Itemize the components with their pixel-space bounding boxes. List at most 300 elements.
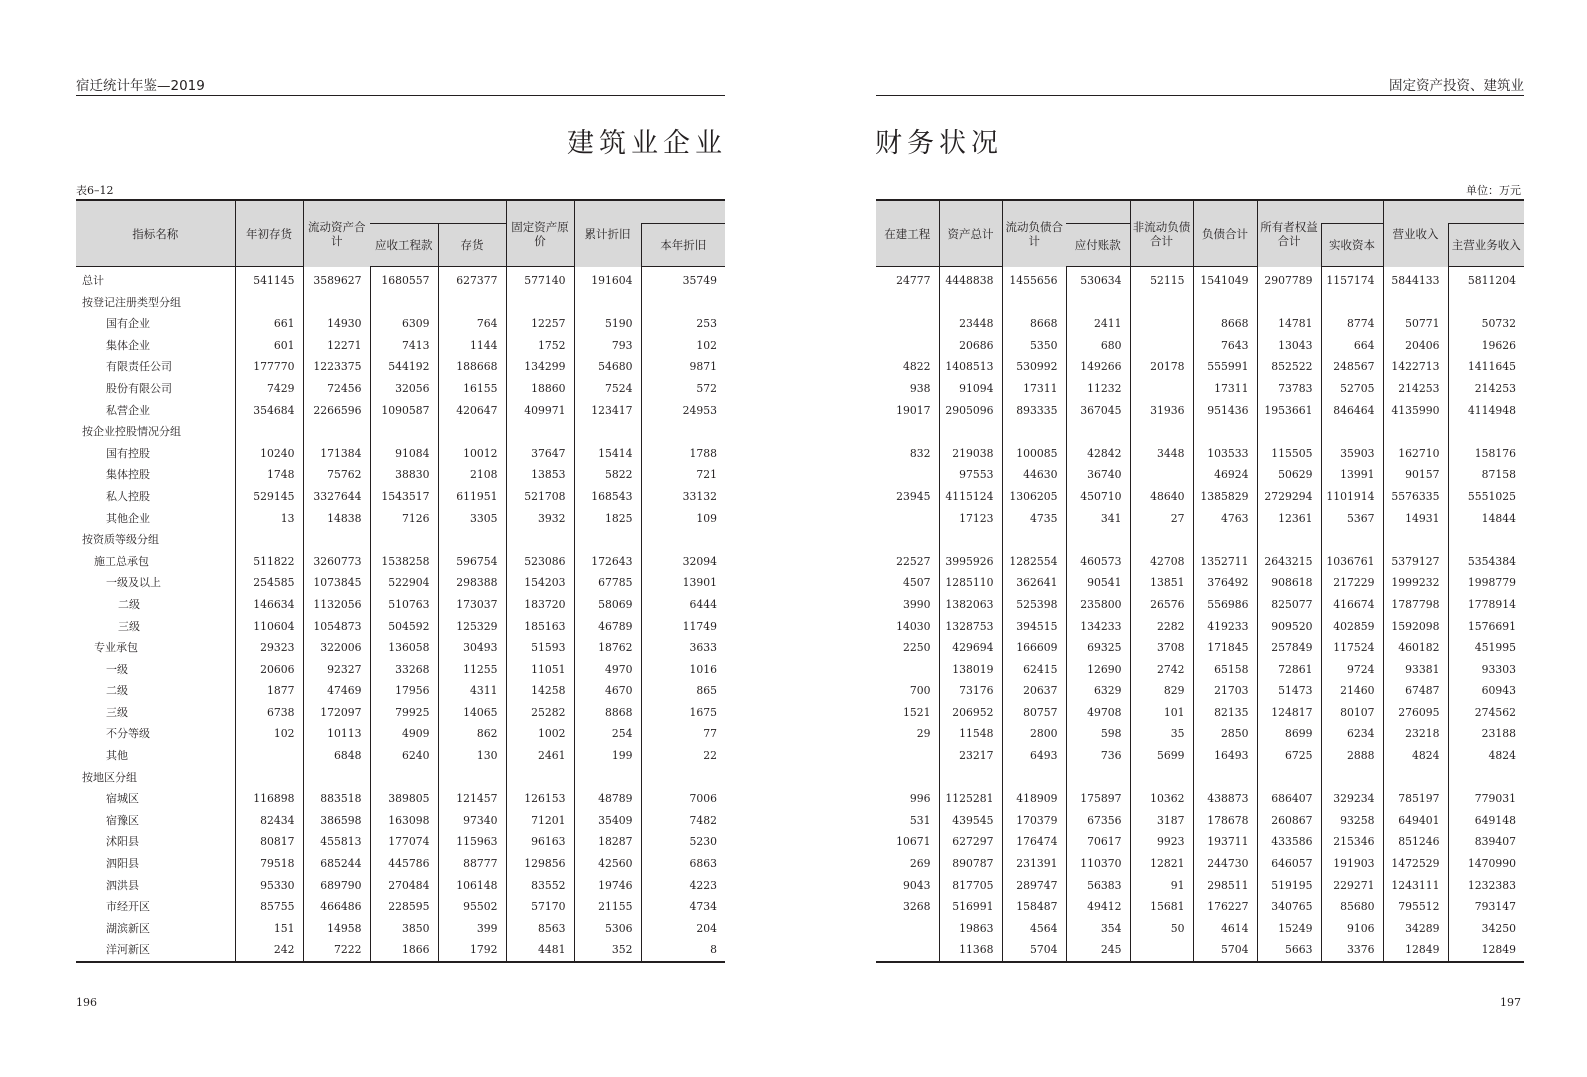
table-cell: 8868	[574, 702, 641, 724]
table-cell: 20606	[235, 659, 303, 681]
table-cell: 4735	[1002, 508, 1066, 530]
table-cell: 4448838	[939, 267, 1002, 292]
table-cell: 35409	[574, 810, 641, 832]
table-cell: 1352711	[1193, 551, 1257, 573]
table-cell: 18762	[574, 637, 641, 659]
table-cell: 80817	[235, 831, 303, 853]
table-cell: 23188	[1448, 723, 1524, 745]
table-cell: 4135990	[1383, 400, 1448, 422]
table-cell: 11368	[939, 939, 1002, 962]
table-cell: 124817	[1257, 702, 1321, 724]
table-cell: 47469	[303, 680, 370, 702]
table-cell: 242	[235, 939, 303, 962]
table-cell: 825077	[1257, 594, 1321, 616]
table-cell	[506, 421, 574, 443]
table-cell: 2643215	[1257, 551, 1321, 573]
table-cell: 1223375	[303, 356, 370, 378]
table-cell: 276095	[1383, 702, 1448, 724]
table-cell: 3327644	[303, 486, 370, 508]
table-row	[876, 810, 1524, 832]
table-cell: 909520	[1257, 616, 1321, 638]
table-cell: 83552	[506, 875, 574, 897]
table-cell: 158176	[1448, 443, 1524, 465]
table-row	[76, 486, 725, 508]
table-cell: 555991	[1193, 356, 1257, 378]
table-cell: 20406	[1383, 335, 1448, 357]
table-cell	[1130, 529, 1193, 551]
table-cell: 270484	[370, 875, 438, 897]
table-cell: 24777	[896, 274, 931, 287]
table-cell: 97553	[939, 464, 1002, 486]
table-cell: 525398	[1002, 594, 1066, 616]
table-cell: 50	[1130, 918, 1193, 940]
table-cell: 2888	[1321, 745, 1383, 767]
header-main-business-revenue: 主营业务收入	[1448, 224, 1524, 267]
table-cell: 29	[916, 727, 931, 741]
table-cell: 1538258	[370, 551, 438, 573]
table-cell: 451995	[1448, 637, 1524, 659]
table-row	[76, 702, 725, 724]
table-row	[76, 421, 725, 443]
table-cell: 54680	[574, 356, 641, 378]
table-cell	[1130, 378, 1193, 400]
table-cell: 4481	[506, 939, 574, 962]
table-cell: 1385829	[1193, 486, 1257, 508]
table-cell: 10240	[235, 443, 303, 465]
table-cell: 3305	[438, 508, 506, 530]
table-cell: 6329	[1066, 680, 1130, 702]
table-cell	[939, 767, 1002, 789]
table-cell: 95502	[438, 896, 506, 918]
table-cell	[1066, 292, 1130, 314]
table-row	[876, 637, 1524, 659]
table-cell: 5811204	[1448, 267, 1524, 292]
row-label: 按资质等级分组	[82, 533, 159, 547]
table-cell: 4223	[641, 875, 725, 897]
table-cell	[939, 292, 1002, 314]
table-cell	[641, 529, 725, 551]
table-row	[76, 443, 725, 465]
table-cell: 166609	[1002, 637, 1066, 659]
table-cell: 4763	[1193, 508, 1257, 530]
table-row	[876, 313, 1524, 335]
table-cell: 5663	[1257, 939, 1321, 962]
table-cell: 577140	[506, 267, 574, 292]
table-cell: 340765	[1257, 896, 1321, 918]
table-cell: 1866	[370, 939, 438, 962]
table-cell: 1788	[641, 443, 725, 465]
table-cell: 79925	[370, 702, 438, 724]
table-row	[876, 267, 1524, 292]
table-cell	[506, 529, 574, 551]
table-row	[76, 594, 725, 616]
table-cell: 6234	[1321, 723, 1383, 745]
row-label: 有限责任公司	[106, 360, 172, 374]
table-cell: 46789	[574, 616, 641, 638]
table-row	[876, 875, 1524, 897]
table-cell	[876, 745, 939, 767]
table-cell: 10671	[896, 835, 931, 849]
table-cell	[1321, 529, 1383, 551]
table-cell: 48789	[574, 788, 641, 810]
table-cell: 88777	[438, 853, 506, 875]
table-cell: 42708	[1130, 551, 1193, 573]
table-cell: 685244	[303, 853, 370, 875]
table-cell: 2411	[1066, 313, 1130, 335]
table-row	[876, 616, 1524, 638]
table-cell: 389805	[370, 788, 438, 810]
table-cell: 24953	[641, 400, 725, 422]
table-cell: 394515	[1002, 616, 1066, 638]
table-cell: 1232383	[1448, 875, 1524, 897]
table-row	[76, 745, 725, 767]
table-cell: 5704	[1002, 939, 1066, 962]
row-label: 集体企业	[106, 338, 150, 352]
table-cell	[1321, 292, 1383, 314]
table-cell: 1285110	[939, 572, 1002, 594]
table-cell: 852522	[1257, 356, 1321, 378]
table-cell	[1448, 421, 1524, 443]
table-cell: 33132	[641, 486, 725, 508]
table-cell: 466486	[303, 896, 370, 918]
table-cell: 23218	[1383, 723, 1448, 745]
table-cell: 598	[1066, 723, 1130, 745]
table-cell: 23448	[939, 313, 1002, 335]
table-cell: 530992	[1002, 356, 1066, 378]
table-cell: 4670	[574, 680, 641, 702]
table-cell: 649401	[1383, 810, 1448, 832]
table-cell: 6848	[303, 745, 370, 767]
table-cell: 611951	[438, 486, 506, 508]
row-label: 按地区分组	[82, 770, 137, 784]
table-cell	[438, 292, 506, 314]
table-cell: 721	[641, 464, 725, 486]
table-cell: 58069	[574, 594, 641, 616]
table-row	[76, 680, 725, 702]
table-row	[876, 529, 1524, 551]
table-cell: 865	[641, 680, 725, 702]
table-cell: 115505	[1257, 443, 1321, 465]
table-cell: 50771	[1383, 313, 1448, 335]
table-cell: 91	[1130, 875, 1193, 897]
table-cell: 134299	[506, 356, 574, 378]
table-cell: 362641	[1002, 572, 1066, 594]
table-cell: 1470990	[1448, 853, 1524, 875]
table-cell	[1448, 767, 1524, 789]
table-row	[76, 810, 725, 832]
table-row	[876, 378, 1524, 400]
table-cell: 2800	[1002, 723, 1066, 745]
table-cell: 4824	[1448, 745, 1524, 767]
table-cell: 1125281	[939, 788, 1002, 810]
table-cell: 386598	[303, 810, 370, 832]
table-cell: 14958	[303, 918, 370, 940]
table-cell: 37647	[506, 443, 574, 465]
table-cell	[438, 421, 506, 443]
table-cell: 322006	[303, 637, 370, 659]
table-cell: 229271	[1321, 875, 1383, 897]
table-cell: 8699	[1257, 723, 1321, 745]
table-cell	[1321, 421, 1383, 443]
table-cell: 3995926	[939, 551, 1002, 573]
row-label: 三级	[106, 705, 128, 719]
table-row	[876, 292, 1524, 314]
header-operating-revenue: 营业收入	[1383, 200, 1448, 267]
table-cell	[235, 745, 303, 767]
table-row	[876, 702, 1524, 724]
table-cell: 5190	[574, 313, 641, 335]
table-cell: 110604	[235, 616, 303, 638]
table-cell: 16493	[1193, 745, 1257, 767]
table-cell	[939, 529, 1002, 551]
table-cell: 1422713	[1383, 356, 1448, 378]
table-cell: 35	[1130, 723, 1193, 745]
table-cell: 173037	[438, 594, 506, 616]
table-cell	[876, 918, 939, 940]
table-cell: 72861	[1257, 659, 1321, 681]
table-cell	[641, 767, 725, 789]
table-cell: 93258	[1321, 810, 1383, 832]
table-cell: 793	[574, 335, 641, 357]
table-cell: 460182	[1383, 637, 1448, 659]
table-cell: 8	[641, 939, 725, 962]
table-cell: 15681	[1130, 896, 1193, 918]
table-cell: 12849	[1448, 939, 1524, 962]
row-label: 其他	[106, 749, 128, 763]
table-cell: 171845	[1193, 637, 1257, 659]
table-cell: 11255	[438, 659, 506, 681]
table-cell: 87158	[1448, 464, 1524, 486]
table-cell: 9724	[1321, 659, 1383, 681]
table-cell: 511822	[235, 551, 303, 573]
table-cell: 5367	[1321, 508, 1383, 530]
table-cell: 409971	[506, 400, 574, 422]
table-cell: 1748	[235, 464, 303, 486]
table-cell: 158487	[1002, 896, 1066, 918]
table-cell: 839407	[1448, 831, 1524, 853]
table-cell: 231391	[1002, 853, 1066, 875]
table-cell: 893335	[1002, 400, 1066, 422]
table-cell: 1752	[506, 335, 574, 357]
table-cell: 15414	[574, 443, 641, 465]
table-cell: 50629	[1257, 464, 1321, 486]
table-cell: 50732	[1448, 313, 1524, 335]
table-cell: 20178	[1130, 356, 1193, 378]
table-cell: 80757	[1002, 702, 1066, 724]
table-cell: 51473	[1257, 680, 1321, 702]
table-cell: 18860	[506, 378, 574, 400]
table-cell: 329234	[1321, 788, 1383, 810]
page-number-left: 196	[76, 996, 97, 1009]
table-cell	[235, 767, 303, 789]
table-cell: 4114948	[1448, 400, 1524, 422]
table-cell: 883518	[303, 788, 370, 810]
table-cell: 1541049	[1193, 267, 1257, 292]
table-cell: 6863	[641, 853, 725, 875]
table-cell: 429694	[939, 637, 1002, 659]
table-cell	[1002, 292, 1066, 314]
table-cell: 85680	[1321, 896, 1383, 918]
header-owners-equity: 所有者权益合计	[1257, 200, 1321, 267]
table-cell	[370, 421, 438, 443]
table-cell: 214253	[1383, 378, 1448, 400]
table-cell: 1328753	[939, 616, 1002, 638]
table-cell	[1257, 292, 1321, 314]
table-cell: 44630	[1002, 464, 1066, 486]
table-cell: 188668	[438, 356, 506, 378]
table-cell: 1411645	[1448, 356, 1524, 378]
table-row	[76, 400, 725, 422]
row-label: 其他企业	[106, 511, 150, 525]
table-cell: 206952	[939, 702, 1002, 724]
table-cell: 1592098	[1383, 616, 1448, 638]
table-cell: 48640	[1130, 486, 1193, 508]
table-cell: 32056	[370, 378, 438, 400]
table-cell: 851246	[1383, 831, 1448, 853]
table-cell: 102	[235, 723, 303, 745]
table-cell: 38830	[370, 464, 438, 486]
table-cell: 5306	[574, 918, 641, 940]
table-cell: 832	[909, 446, 931, 460]
header-current-liabilities: 流动负债合计	[1002, 200, 1066, 267]
table-cell: 3187	[1130, 810, 1193, 832]
table-cell: 1090587	[370, 400, 438, 422]
table-cell: 680	[1066, 335, 1130, 357]
table-cell: 103533	[1193, 443, 1257, 465]
table-cell: 779031	[1448, 788, 1524, 810]
table-row	[876, 896, 1524, 918]
table-row	[76, 831, 725, 853]
table-cell: 521708	[506, 486, 574, 508]
table-cell: 73783	[1257, 378, 1321, 400]
table-cell: 1998779	[1448, 572, 1524, 594]
table-cell	[1130, 421, 1193, 443]
row-label: 泗阳县	[106, 857, 139, 871]
table-cell	[438, 529, 506, 551]
table-cell: 764	[438, 313, 506, 335]
table-cell	[641, 421, 725, 443]
table-row	[76, 723, 725, 745]
table-cell: 354684	[235, 400, 303, 422]
table-row	[76, 875, 725, 897]
page-title-left: 建筑业企业	[567, 128, 727, 159]
table-cell	[1257, 529, 1321, 551]
table-cell: 15249	[1257, 918, 1321, 940]
table-cell: 46924	[1193, 464, 1257, 486]
table-cell: 12361	[1257, 508, 1321, 530]
table-row	[876, 594, 1524, 616]
table-cell	[1193, 421, 1257, 443]
table-cell: 1472529	[1383, 853, 1448, 875]
table-cell: 215346	[1321, 831, 1383, 853]
table-cell	[1257, 767, 1321, 789]
table-cell: 7482	[641, 810, 725, 832]
table-cell: 116898	[235, 788, 303, 810]
row-label: 专业承包	[94, 641, 138, 655]
table-cell: 2742	[1130, 659, 1193, 681]
row-label: 集体控股	[106, 468, 150, 482]
table-cell: 5699	[1130, 745, 1193, 767]
table-row	[876, 831, 1524, 853]
table-cell	[1130, 464, 1193, 486]
table-cell: 13851	[1130, 572, 1193, 594]
table-cell: 736	[1066, 745, 1130, 767]
table-cell: 1036761	[1321, 551, 1383, 573]
table-cell: 529145	[235, 486, 303, 508]
page-number-right: 197	[1500, 996, 1521, 1009]
table-cell: 1825	[574, 508, 641, 530]
table-cell: 60943	[1448, 680, 1524, 702]
row-label: 二级	[106, 684, 128, 698]
table-cell: 7429	[235, 378, 303, 400]
row-label: 私人控股	[106, 489, 150, 503]
table-cell: 67356	[1066, 810, 1130, 832]
table-cell: 14065	[438, 702, 506, 724]
table-cell: 177770	[235, 356, 303, 378]
table-row	[876, 551, 1524, 573]
table-cell: 72456	[303, 378, 370, 400]
table-cell: 793147	[1448, 896, 1524, 918]
table-cell: 33268	[370, 659, 438, 681]
table-cell	[1448, 292, 1524, 314]
table-cell: 82434	[235, 810, 303, 832]
table-row	[876, 767, 1524, 789]
table-cell	[876, 939, 939, 962]
table-cell	[876, 529, 939, 551]
table-row	[76, 659, 725, 681]
table-cell	[1193, 767, 1257, 789]
table-cell: 4115124	[939, 486, 1002, 508]
table-cell	[1002, 767, 1066, 789]
table-cell	[876, 421, 939, 443]
table-cell: 34250	[1448, 918, 1524, 940]
table-cell: 2850	[1193, 723, 1257, 745]
table-cell: 17956	[370, 680, 438, 702]
table-cell: 13991	[1321, 464, 1383, 486]
table-cell: 5354384	[1448, 551, 1524, 573]
table-cell: 175897	[1066, 788, 1130, 810]
table-cell: 1243111	[1383, 875, 1448, 897]
table-cell: 27	[1130, 508, 1193, 530]
table-cell: 16155	[438, 378, 506, 400]
table-cell: 176227	[1193, 896, 1257, 918]
table-cell: 522904	[370, 572, 438, 594]
table-row	[876, 508, 1524, 530]
table-cell: 151	[235, 918, 303, 940]
table-cell	[876, 464, 939, 486]
table-cell: 177074	[370, 831, 438, 853]
table-row	[76, 637, 725, 659]
table-cell: 14258	[506, 680, 574, 702]
table-row	[876, 788, 1524, 810]
table-cell: 168543	[574, 486, 641, 508]
table-cell: 504592	[370, 616, 438, 638]
table-cell: 289747	[1002, 875, 1066, 897]
table-cell: 191604	[574, 267, 641, 292]
table-cell: 115963	[438, 831, 506, 853]
table-cell	[1257, 421, 1321, 443]
table-cell: 601	[235, 335, 303, 357]
table-cell: 1016	[641, 659, 725, 681]
table-row	[876, 745, 1524, 767]
header-noncurrent-liabilities: 非流动负债合计	[1130, 200, 1193, 267]
table-cell	[1066, 767, 1130, 789]
table-cell: 908618	[1257, 572, 1321, 594]
table-cell: 2461	[506, 745, 574, 767]
table-cell: 419233	[1193, 616, 1257, 638]
table-cell: 8668	[1002, 313, 1066, 335]
table-cell	[574, 292, 641, 314]
